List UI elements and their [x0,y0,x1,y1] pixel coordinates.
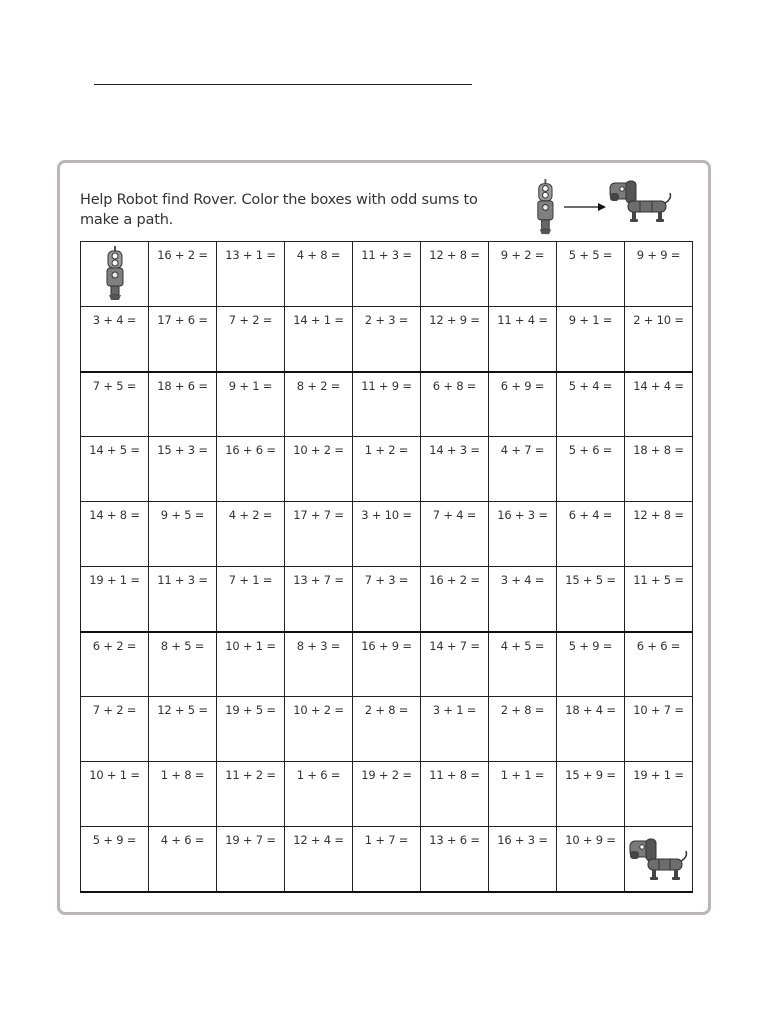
equation-text: 1 + 6 = [296,768,341,782]
equation-text: 2 + 10 = [633,313,684,327]
grid-cell[interactable] [421,827,489,892]
grid-cell[interactable] [217,567,285,632]
grid-cell[interactable] [81,437,149,502]
equation-text: 4 + 2 = [228,508,273,522]
grid-cell[interactable] [489,437,557,502]
grid-cell[interactable] [625,697,693,762]
grid-cell[interactable] [625,242,693,307]
grid-cell[interactable] [217,242,285,307]
instructions-text: Help Robot find Rover. Color the boxes with odd sums to make a path. [80,192,478,228]
equation-text: 9 + 1 = [568,313,613,327]
grid-cell[interactable] [149,697,217,762]
equation-text: 13 + 1 = [225,248,276,262]
grid-cell[interactable] [81,762,149,827]
equation-text: 10 + 1 = [89,768,140,782]
grid-cell[interactable] [421,632,489,697]
equation-text: 9 + 9 = [636,248,681,262]
grid-cell[interactable] [81,372,149,437]
grid-cell[interactable] [353,372,421,437]
equation-text: 16 + 6 = [225,443,276,457]
equation-text: 3 + 4 = [92,313,137,327]
grid-cell[interactable] [285,697,353,762]
grid-cell[interactable] [217,632,285,697]
grid-row [81,372,693,437]
equation-text: 16 + 3 = [497,833,548,847]
equation-text: 4 + 5 = [500,638,545,653]
grid-row [81,827,693,892]
equation-text: 13 + 7 = [293,573,344,587]
grid-cell[interactable] [489,372,557,437]
robot-icon [538,179,553,234]
equation-text: 3 + 1 = [432,703,477,717]
grid-cell[interactable] [285,307,353,372]
equation-text: 16 + 2 = [429,573,480,587]
equation-text: 14 + 7 = [429,638,480,653]
grid-cell[interactable] [489,632,557,697]
equation-text: 10 + 2 = [293,443,344,457]
grid-cell[interactable] [285,762,353,827]
grid-cell[interactable] [489,827,557,892]
equation-text: 6 + 2 = [92,638,137,653]
equation-text: 7 + 2 = [228,313,273,327]
grid-cell[interactable] [557,762,625,827]
equation-text: 10 + 9 = [565,833,616,847]
equation-text: 6 + 4 = [568,508,613,522]
grid-cell[interactable] [217,697,285,762]
grid-cell[interactable] [489,502,557,567]
grid-cell[interactable] [489,697,557,762]
equation-text: 17 + 7 = [293,508,344,522]
equation-text: 19 + 1 = [89,573,140,587]
grid-cell[interactable] [149,242,217,307]
grid-row [81,632,693,697]
grid-cell[interactable] [625,762,693,827]
grid-cell[interactable] [149,437,217,502]
grid-cell[interactable] [421,762,489,827]
grid-cell[interactable] [557,242,625,307]
goal-cell[interactable] [625,827,693,892]
grid-cell[interactable] [625,632,693,697]
grid-cell[interactable] [149,762,217,827]
equation-text: 4 + 8 = [296,248,341,262]
grid-cell[interactable] [217,307,285,372]
worksheet-card [57,160,711,915]
grid-cell[interactable] [353,307,421,372]
grid-cell[interactable] [285,242,353,307]
equation-text: 19 + 2 = [361,768,412,782]
equation-text: 4 + 6 = [160,833,205,847]
grid-row [81,567,693,632]
grid-cell[interactable] [217,502,285,567]
grid-cell[interactable] [557,437,625,502]
grid-row [81,242,693,307]
equation-text: 12 + 8 = [429,248,480,262]
equation-text: 10 + 7 = [633,703,684,717]
equation-text: 14 + 5 = [89,443,140,457]
grid-cell[interactable] [625,307,693,372]
equation-text: 2 + 3 = [364,313,409,327]
grid-cell[interactable] [421,567,489,632]
equation-text: 12 + 9 = [429,313,480,327]
grid-row [81,762,693,827]
arrow-right-icon [564,203,606,211]
grid-cell[interactable] [285,567,353,632]
equation-text: 8 + 2 = [296,378,341,393]
grid-cell[interactable] [489,242,557,307]
equation-text: 6 + 6 = [636,638,681,653]
grid-cell[interactable] [353,567,421,632]
grid-cell[interactable] [81,502,149,567]
equation-text: 7 + 2 = [92,703,137,717]
equation-text: 8 + 5 = [160,638,205,653]
equation-text: 5 + 9 = [568,638,613,653]
grid-cell[interactable] [149,632,217,697]
grid-cell[interactable] [149,502,217,567]
grid-cell[interactable] [217,762,285,827]
grid-cell[interactable] [557,567,625,632]
equation-text: 7 + 3 = [364,573,409,587]
equation-text: 15 + 9 = [565,768,616,782]
equation-text: 19 + 7 = [225,833,276,847]
equation-text: 5 + 4 = [568,378,613,393]
grid-cell[interactable] [353,242,421,307]
grid-cell[interactable] [353,697,421,762]
equation-text: 7 + 4 = [432,508,477,522]
grid-cell[interactable] [421,437,489,502]
grid-cell[interactable] [81,307,149,372]
math-grid [80,241,693,893]
equation-text: 5 + 6 = [568,443,613,457]
grid-cell[interactable] [81,632,149,697]
equation-text: 11 + 3 = [361,248,412,262]
equation-text: 18 + 4 = [565,703,616,717]
equation-text: 16 + 3 = [497,508,548,522]
grid-row [81,502,693,567]
equation-text: 5 + 5 = [568,248,613,262]
grid-cell[interactable] [421,697,489,762]
equation-text: 14 + 4 = [633,378,684,393]
equation-text: 16 + 9 = [361,638,412,653]
grid-cell[interactable] [149,372,217,437]
equation-text: 15 + 3 = [157,443,208,457]
grid-row [81,437,693,502]
equation-text: 13 + 6 = [429,833,480,847]
grid-cell[interactable] [149,567,217,632]
equation-text: 3 + 10 = [361,508,412,522]
equation-text: 19 + 1 = [633,768,684,782]
start-cell[interactable] [81,242,149,307]
grid-cell[interactable] [489,307,557,372]
grid-cell[interactable] [149,827,217,892]
grid-cell[interactable] [557,827,625,892]
equation-text: 1 + 2 = [364,443,409,457]
grid-cell[interactable] [285,437,353,502]
equation-text: 16 + 2 = [157,248,208,262]
grid-cell[interactable] [489,762,557,827]
grid-cell[interactable] [489,567,557,632]
equation-text: 1 + 7 = [364,833,409,847]
grid-row [81,307,693,372]
grid-cell[interactable] [353,632,421,697]
equation-text: 14 + 1 = [293,313,344,327]
equation-text: 3 + 4 = [500,573,545,587]
grid-cell[interactable] [353,502,421,567]
grid-cell[interactable] [557,697,625,762]
equation-text: 6 + 8 = [432,378,477,393]
grid-cell[interactable] [421,502,489,567]
grid-cell[interactable] [285,372,353,437]
equation-text: 18 + 6 = [157,378,208,393]
equation-text: 18 + 8 = [633,443,684,457]
grid-cell[interactable] [353,762,421,827]
equation-text: 11 + 2 = [225,768,276,782]
grid-cell[interactable] [557,372,625,437]
equation-text: 11 + 5 = [633,573,684,587]
equation-text: 11 + 4 = [497,313,548,327]
header-illustration [530,177,680,237]
grid-cell[interactable] [625,372,693,437]
equation-text: 12 + 4 = [293,833,344,847]
equation-text: 10 + 1 = [225,638,276,653]
grid-cell[interactable] [421,242,489,307]
equation-text: 7 + 1 = [228,573,273,587]
grid-cell[interactable] [285,827,353,892]
grid-cell[interactable] [81,697,149,762]
grid-cell[interactable] [353,437,421,502]
equation-text: 2 + 8 = [500,703,545,717]
grid-cell[interactable] [217,437,285,502]
equation-text: 4 + 7 = [500,443,545,457]
grid-cell[interactable] [81,567,149,632]
equation-text: 8 + 3 = [296,638,341,653]
grid-cell[interactable] [557,502,625,567]
equation-text: 7 + 5 = [92,378,137,393]
grid-cell[interactable] [217,372,285,437]
grid-cell[interactable] [557,307,625,372]
grid-cell[interactable] [557,632,625,697]
equation-text: 14 + 8 = [89,508,140,522]
equation-text: 2 + 8 = [364,703,409,717]
equation-text: 6 + 9 = [500,378,545,393]
equation-text: 17 + 6 = [157,313,208,327]
grid-cell[interactable] [353,827,421,892]
grid-cell[interactable] [625,502,693,567]
equation-text: 14 + 3 = [429,443,480,457]
grid-cell[interactable] [421,307,489,372]
equation-text: 12 + 8 = [633,508,684,522]
equation-text: 5 + 9 = [92,833,137,847]
name-line [94,84,472,85]
grid-cell[interactable] [217,827,285,892]
grid-cell[interactable] [285,502,353,567]
grid-cell[interactable] [285,632,353,697]
equation-text: 9 + 1 = [228,378,273,393]
dog-icon [610,181,670,222]
dog-icon [628,835,690,887]
grid-cell[interactable] [625,567,693,632]
grid-cell[interactable] [625,437,693,502]
equation-text: 12 + 5 = [157,703,208,717]
grid-cell[interactable] [149,307,217,372]
equation-text: 11 + 3 = [157,573,208,587]
grid-row [81,697,693,762]
equation-text: 1 + 1 = [500,768,545,782]
equation-text: 10 + 2 = [293,703,344,717]
grid-cell[interactable] [421,372,489,437]
grid-cell[interactable] [81,827,149,892]
equation-text: 19 + 5 = [225,703,276,717]
equation-text: 9 + 2 = [500,248,545,262]
equation-text: 15 + 5 = [565,573,616,587]
equation-text: 11 + 9 = [361,378,412,393]
robot-icon [102,246,128,302]
equation-text: 11 + 8 = [429,768,480,782]
equation-text: 9 + 5 = [160,508,205,522]
equation-text: 1 + 8 = [160,768,205,782]
